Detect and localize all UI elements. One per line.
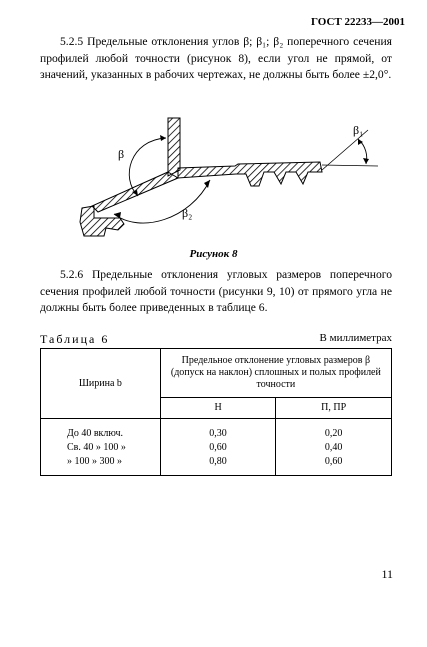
header-width: Ширина b [41, 349, 161, 419]
tolerance-table [40, 348, 392, 476]
paragraph-5-2-6: 5.2.6 Предельные отклонения угловых размеров поперечного сечения профилей любой точности (рисунки 9, 10) от прямого угла не должны быть более приведенных в таблице 6. [40, 268, 392, 314]
table-body [41, 419, 392, 476]
header-p: П, ПР [276, 398, 392, 419]
table-cell-h: 0,80 [209, 456, 227, 467]
table-cell-p: 0,40 [324, 442, 343, 453]
beta2-arc [114, 180, 210, 223]
profile-drawing [60, 110, 380, 250]
header-tolerance-group: Предельное отклонение угловых размеров β (допуск на наклон) сплошных и полых профилей точности [160, 349, 391, 398]
table-caption: Таблица 6 [40, 332, 110, 346]
standard-header: ГОСТ 22233—2001 [311, 16, 405, 28]
figure-caption: Рисунок 8 [189, 248, 238, 260]
page-number: 11 [381, 567, 393, 581]
table-cell-h: 0,30 [209, 428, 227, 439]
values-h [160, 419, 276, 476]
table-row-width: До 40 включ. [67, 428, 124, 439]
label-beta2: β₂ [182, 206, 193, 220]
profile-horizontal-flange [178, 162, 322, 186]
label-beta1: β₁ [353, 123, 364, 137]
table-units: В миллиметрах [319, 332, 392, 344]
table-cell-p: 0,20 [324, 428, 343, 439]
table-row-width: » 100 » 300 » [67, 456, 122, 467]
values-p [276, 419, 392, 476]
header-h: Н [160, 398, 276, 419]
label-beta: β [118, 147, 125, 161]
paragraph-5-2-5: 5.2.5 Предельные отклонения углов β; β₁; β₂ поперечного сечения профилей любой точности (рисунок 8), если угол не прямой, от значений, указанных в рабочих чертежах, не должны быть более ±2,0°. [40, 35, 392, 81]
table-cell-h: 0,60 [209, 442, 227, 453]
figure-8 [60, 110, 380, 250]
width-ranges [41, 419, 161, 476]
table-cell-p: 0,60 [324, 456, 343, 467]
table-row-width: Св. 40 » 100 » [67, 442, 126, 453]
profile-vertical-wall [168, 118, 180, 176]
